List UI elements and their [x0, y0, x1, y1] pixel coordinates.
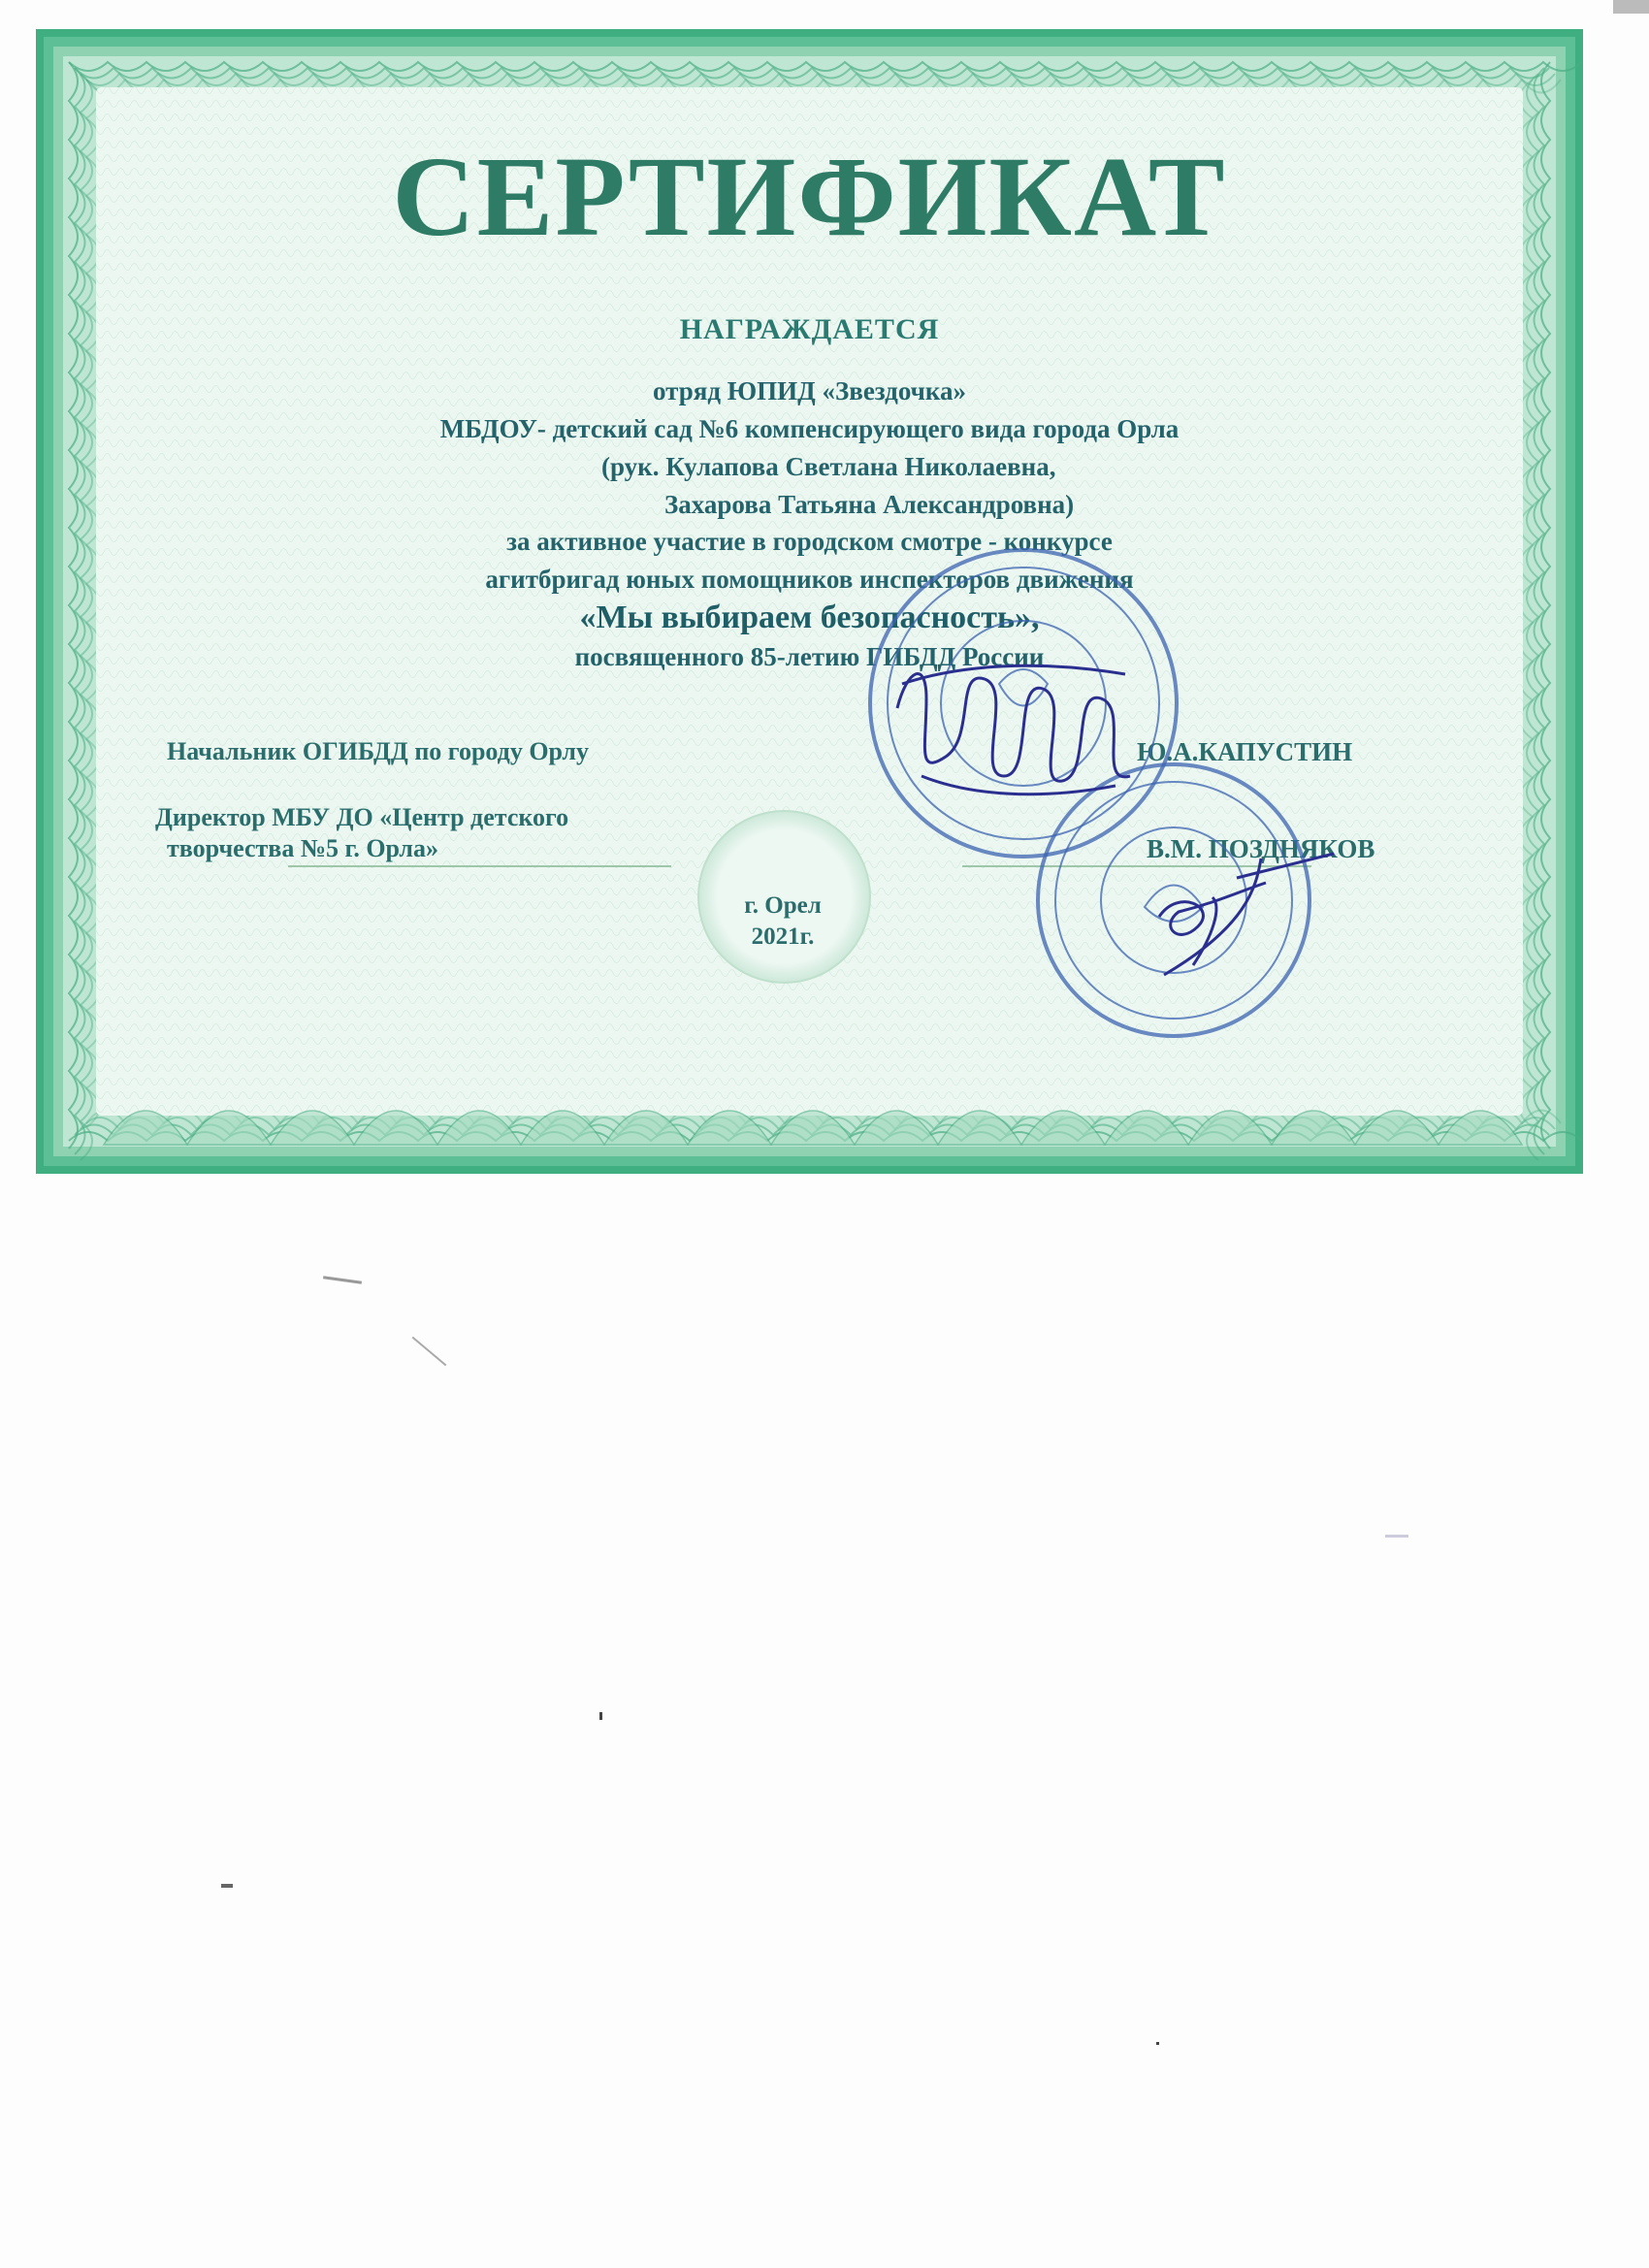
- awarded-heading: НАГРАЖДАЕТСЯ: [679, 313, 940, 345]
- scan-speck: [412, 1337, 447, 1366]
- scan-speck: [599, 1712, 602, 1720]
- reason-line-1: за активное участие в городском смотре - конкурсе: [506, 527, 1113, 556]
- scan-speck: [323, 1276, 362, 1284]
- scan-speck: [1156, 2042, 1159, 2045]
- leaders-line-2: Захарова Татьяна Александровна): [664, 490, 1075, 519]
- signatory-2-name: В.М. ПОЗДНЯКОВ: [1147, 834, 1375, 863]
- signatory-2-title-line-2: творчества №5 г. Орла»: [167, 834, 438, 862]
- signatory-2-title-line-1: Директор МБУ ДО «Центр детского: [155, 803, 569, 831]
- scan-speck: [221, 1884, 233, 1888]
- signatory-1-title: Начальник ОГИБДД по городу Орлу: [167, 737, 589, 765]
- dedication-line: посвященного 85-летию ГИБДД России: [574, 642, 1045, 671]
- city-label: г. Орел: [744, 892, 822, 919]
- leaders-line-1: (рук. Кулапова Светлана Николаевна,: [601, 452, 1056, 481]
- scan-speck: [1385, 1535, 1408, 1538]
- scan-speck: [1613, 0, 1649, 14]
- contest-name: «Мы выбираем безопасность»,: [579, 599, 1040, 635]
- institution-name: МБДОУ- детский сад №6 компенсирующего вида города Орла: [439, 414, 1180, 443]
- signatory-1-name: Ю.А.КАПУСТИН: [1137, 737, 1353, 766]
- reason-line-2: агитбригад юных помощников инспекторов движения: [485, 565, 1134, 594]
- signature-line-right: [962, 865, 1311, 867]
- year-label: 2021г.: [751, 923, 815, 950]
- certificate: [36, 29, 1583, 1174]
- certificate-title: СЕРТИФИКАТ: [392, 133, 1227, 260]
- team-name: отряд ЮПИД «Звездочка»: [652, 376, 966, 405]
- signature-line-left: [288, 865, 671, 867]
